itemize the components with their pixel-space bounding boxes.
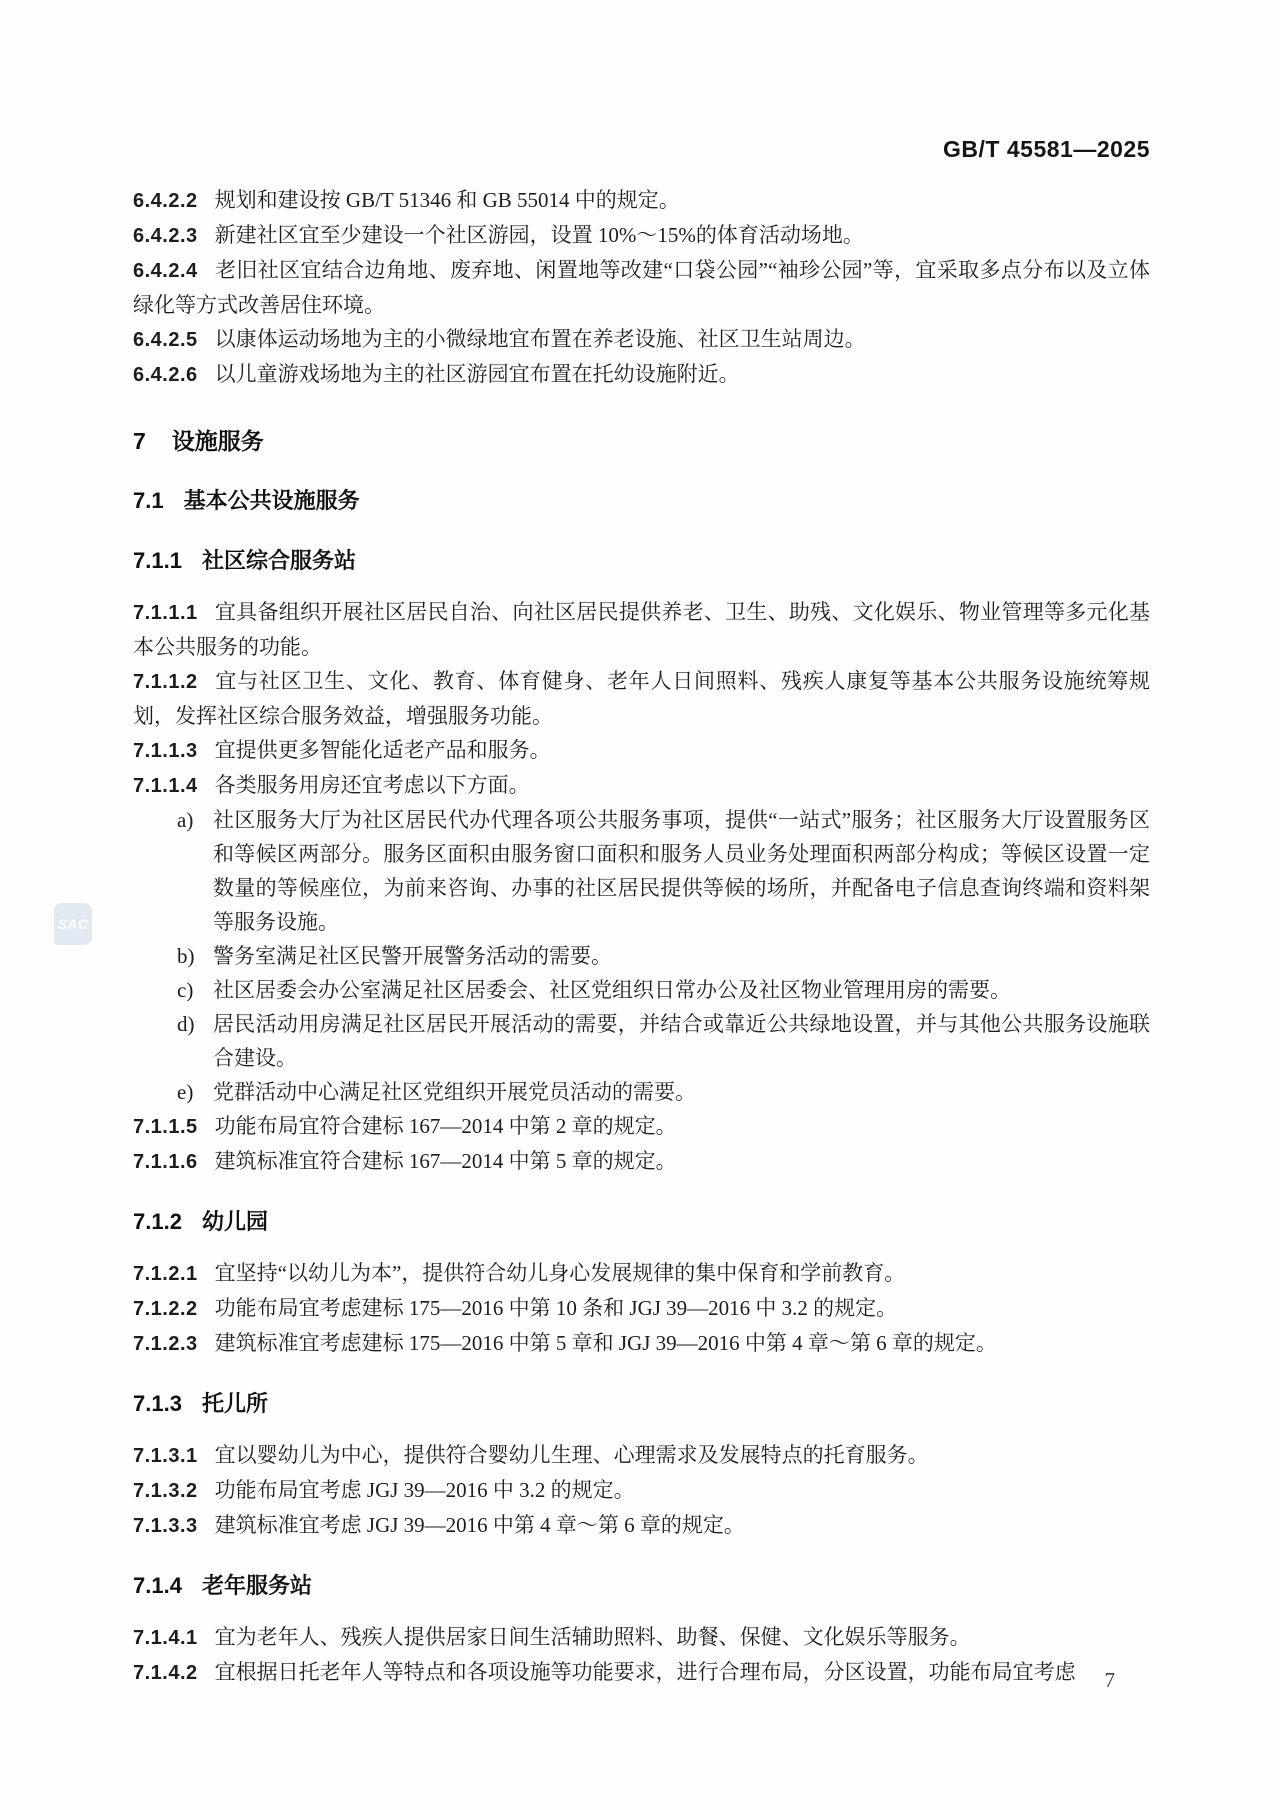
clause-number: 6.4.2.3 [133, 225, 198, 247]
clause-number: 7.1.2.3 [133, 1333, 198, 1355]
section-heading-7 [133, 424, 1150, 458]
heading-title: 社区综合服务站 [201, 548, 356, 573]
clause-number: 7.1.1.5 [133, 1116, 198, 1138]
clause-number: 7.1.4.1 [133, 1627, 198, 1649]
clause-text: 老旧社区宜结合边角地、废弃地、闲置地等改建“口袋公园”“袖珍公园”等，宜采取多点分布以及立体绿化等方式改善居住环境。 [133, 258, 1150, 317]
clause-number: 7.1.4.2 [133, 1662, 198, 1684]
clause-7.1.3.3 [133, 1508, 1150, 1543]
clause-6.4.2.3 [133, 218, 1150, 253]
clause-number: 7.1.3.3 [133, 1515, 198, 1537]
document-blocks [133, 183, 1150, 1690]
clause-text: 宜为老年人、残疾人提供居家日间生活辅助照料、助餐、保健、文化娱乐等服务。 [214, 1625, 971, 1649]
heading-title: 老年服务站 [201, 1573, 312, 1598]
heading-number: 7.1.2 [133, 1209, 182, 1234]
clause-text: 宜具备组织开展社区居民自治、向社区居民提供养老、卫生、助残、文化娱乐、物业管理等多元化基本公共服务的功能。 [133, 600, 1150, 659]
section-heading-7.1.1 [133, 544, 1150, 578]
doc-number: GB/T 45581—2025 [943, 136, 1150, 162]
list-item-text: 社区居委会办公室满足社区居委会、社区党组织日常办公及社区物业管理用房的需要。 [213, 978, 1011, 1002]
list-item-a [133, 803, 1150, 939]
clause-text: 宜与社区卫生、文化、教育、体育健身、老年人日间照料、残疾人康复等基本公共服务设施统筹规划，发挥社区综合服务效益，增强服务功能。 [133, 669, 1150, 728]
list-item-text: 党群活动中心满足社区党组织开展党员活动的需要。 [213, 1080, 696, 1104]
clause-text: 功能布局宜符合建标 167—2014 中第 2 章的规定。 [214, 1114, 677, 1138]
heading-number: 7.1.4 [133, 1573, 182, 1598]
clause-7.1.3.1 [133, 1438, 1150, 1473]
heading-title: 基本公共设施服务 [183, 488, 360, 513]
document-content [133, 0, 1150, 1690]
list-item-text: 社区服务大厅为社区居民代办代理各项公共服务事项，提供“一站式”服务；社区服务大厅设置服务区和等候区两部分。服务区面积由服务窗口面积和服务人员业务处理面积两部分构成；等候区设置一定数量的等候座位，为前来咨询、办事的社区居民提供等候的场所，并配备电子信息查询终端和资料架等服务设施。 [213, 808, 1150, 934]
heading-title: 幼儿园 [201, 1209, 268, 1234]
clause-7.1.1.5 [133, 1109, 1150, 1144]
list-item-c [133, 973, 1150, 1007]
clause-text: 新建社区宜至少建设一个社区游园，设置 10%～15%的体育活动场地。 [214, 223, 864, 247]
clause-number: 6.4.2.2 [133, 190, 198, 212]
heading-title: 设施服务 [171, 428, 264, 454]
list-item-b [133, 939, 1150, 973]
clause-7.1.4.2 [133, 1655, 1150, 1690]
clause-text: 建筑标准宜考虑建标 175—2016 中第 5 章和 JGJ 39—2016 中第 4 章～第 6 章的规定。 [214, 1331, 997, 1355]
section-heading-7.1.2 [133, 1205, 1150, 1239]
clause-7.1.4.1 [133, 1620, 1150, 1655]
list-item-label: d) [177, 1012, 195, 1036]
page-number: 7 [1104, 1668, 1115, 1692]
clause-text: 宜以婴幼儿为中心，提供符合婴幼儿生理、心理需求及发展特点的托育服务。 [214, 1443, 929, 1467]
clause-number: 7.1.1.6 [133, 1151, 198, 1173]
clause-number: 6.4.2.4 [133, 260, 198, 282]
clause-text: 宜坚持“以幼儿为本”，提供符合幼儿身心发展规律的集中保育和学前教育。 [214, 1261, 906, 1285]
clause-number: 6.4.2.6 [133, 364, 198, 386]
clause-text: 建筑标准宜考虑 JGJ 39—2016 中第 4 章～第 6 章的规定。 [214, 1513, 745, 1537]
clause-number: 7.1.3.1 [133, 1445, 198, 1467]
list-item-e [133, 1075, 1150, 1109]
sac-watermark-label: SAC [57, 916, 89, 932]
clause-number: 6.4.2.5 [133, 329, 198, 351]
clause-text: 宜根据日托老年人等特点和各项设施等功能要求，进行合理布局，分区设置，功能布局宜考虑 [214, 1660, 1076, 1684]
clause-7.1.1.3 [133, 733, 1150, 768]
heading-number: 7.1.3 [133, 1391, 182, 1416]
clause-7.1.1.4 [133, 768, 1150, 803]
clause-number: 7.1.1.1 [133, 602, 198, 624]
heading-number: 7.1.1 [133, 548, 182, 573]
clause-text: 功能布局宜考虑 JGJ 39—2016 中 3.2 的规定。 [214, 1478, 635, 1502]
clause-number: 7.1.3.2 [133, 1480, 198, 1502]
clause-text: 各类服务用房还宜考虑以下方面。 [214, 773, 530, 797]
list-item-text: 居民活动用房满足社区居民开展活动的需要，并结合或靠近公共绿地设置，并与其他公共服务设施联合建设。 [213, 1012, 1150, 1070]
clause-text: 规划和建设按 GB/T 51346 和 GB 55014 中的规定。 [214, 188, 680, 212]
clause-number: 7.1.1.3 [133, 740, 198, 762]
section-heading-7.1 [133, 484, 1150, 518]
clause-7.1.2.2 [133, 1291, 1150, 1326]
list-item-d [133, 1007, 1150, 1075]
clause-7.1.1.2 [133, 664, 1150, 733]
clause-6.4.2.2 [133, 183, 1150, 218]
heading-title: 托儿所 [201, 1391, 268, 1416]
heading-number: 7.1 [133, 488, 164, 513]
clause-text: 功能布局宜考虑建标 175—2016 中第 10 条和 JGJ 39—2016 中 3.2 的规定。 [214, 1296, 898, 1320]
clause-7.1.2.3 [133, 1326, 1150, 1361]
clause-text: 建筑标准宜符合建标 167—2014 中第 5 章的规定。 [214, 1149, 677, 1173]
section-heading-7.1.4 [133, 1569, 1150, 1603]
list-item-label: b) [177, 944, 195, 968]
sac-watermark-logo [54, 903, 92, 945]
clause-7.1.3.2 [133, 1473, 1150, 1508]
clause-number: 7.1.2.1 [133, 1263, 198, 1285]
clause-number: 7.1.1.4 [133, 775, 198, 797]
section-heading-7.1.3 [133, 1387, 1150, 1421]
clause-text: 宜提供更多智能化适老产品和服务。 [214, 738, 551, 762]
list-item-label: e) [177, 1080, 194, 1104]
list-item-label: a) [177, 808, 194, 832]
clause-7.1.2.1 [133, 1256, 1150, 1291]
clause-number: 7.1.2.2 [133, 1298, 198, 1320]
clause-text: 以康体运动场地为主的小微绿地宜布置在养老设施、社区卫生站周边。 [214, 327, 866, 351]
clause-7.1.1.6 [133, 1144, 1150, 1179]
clause-6.4.2.5 [133, 322, 1150, 357]
clause-7.1.1.1 [133, 595, 1150, 664]
list-item-label: c) [177, 978, 194, 1002]
list-item-text: 警务室满足社区民警开展警务活动的需要。 [213, 944, 612, 968]
heading-number: 7 [133, 428, 146, 454]
clause-6.4.2.4 [133, 253, 1150, 322]
clause-text: 以儿童游戏场地为主的社区游园宜布置在托幼设施附近。 [214, 362, 740, 386]
clause-number: 7.1.1.2 [133, 671, 198, 693]
clause-6.4.2.6 [133, 357, 1150, 392]
